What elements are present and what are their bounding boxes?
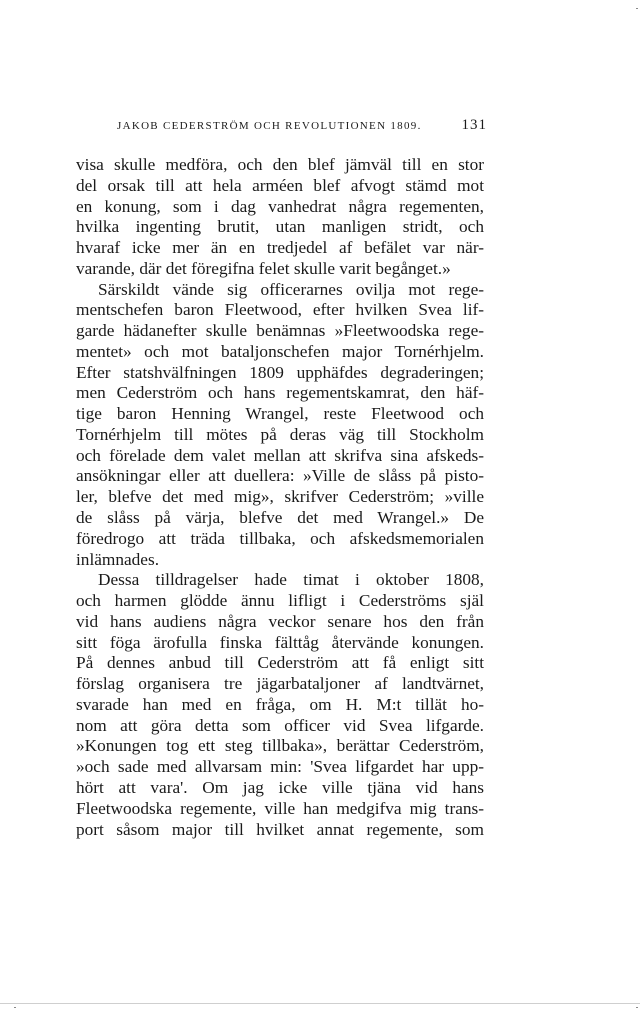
text-line: och harmen glödde ännu lifligt i Cederströms själ <box>76 591 484 611</box>
text-line: »Konungen tog ett steg tillbaka», berättar Cederström, <box>76 736 484 756</box>
scan-speck <box>636 1007 638 1008</box>
text-line: mentet» och mot bataljonschefen major Tornérhjelm. <box>76 341 484 361</box>
text-line: föredrogo att träda tillbaka, och afskedsmemorialen <box>76 528 484 548</box>
text-line: Fleetwoodska regemente, ville han medgifva mig trans- <box>76 798 484 818</box>
text-line: Dessa tilldragelser hade timat i oktober 1808, <box>98 570 484 590</box>
text-line: nom att göra detta som officer vid Svea lifgarde. <box>76 715 484 735</box>
text-line: förslag organisera tre jägarbataljoner af landtvärnet, <box>76 674 484 694</box>
text-line: hvilka ingenting brutit, utan manligen stridt, och <box>76 217 484 237</box>
scan-speck <box>14 1007 16 1008</box>
text-line: och förelade dem valet mellan att skrifva sina afskeds- <box>76 445 484 465</box>
text-line: sitt föga ärofulla finska fälttåg återvände konungen. <box>76 632 484 652</box>
text-line: men Cederström och hans regementskamrat, den häf- <box>76 383 484 403</box>
body-text <box>76 155 484 840</box>
scan-speck <box>636 8 638 9</box>
running-title: JAKOB CEDERSTRÖM OCH REVOLUTIONEN 1809. <box>117 120 422 132</box>
text-line: tige baron Henning Wrangel, reste Fleetwood och <box>76 404 484 424</box>
scan-bottom-edge <box>0 1003 640 1004</box>
text-line: inlämnades. <box>76 549 160 569</box>
text-line: visa skulle medföra, och den blef jämväl till en stor <box>76 155 484 174</box>
text-line: På dennes anbud till Cederström att få enligt sitt <box>76 653 484 673</box>
text-line: del orsak till att hela arméen blef afvogt stämd mot <box>76 175 484 195</box>
text-line: vid hans audiens några veckor senare hos den från <box>76 611 484 631</box>
text-line: hört att vara'. Om jag icke ville tjäna vid hans <box>76 777 484 797</box>
text-line: varande, där det föregifna felet skulle varit begånget.» <box>76 258 451 278</box>
text-line: Särskildt vände sig officerarnes ovilja mot rege- <box>98 279 484 299</box>
text-line: Tornérhjelm till mötes på deras väg till Stockholm <box>76 424 484 444</box>
text-line: de slåss på värja, blefve det med Wrangel.» De <box>76 508 484 528</box>
text-line: port såsom major till hvilket annat regemente, som <box>76 819 484 839</box>
text-line: ler, blefve det med mig», skrifver Cederström; »ville <box>76 487 484 507</box>
text-line: hvaraf icke mer än en tredjedel af befälet var när- <box>76 238 484 258</box>
text-line: en konung, som i dag vanhedrat några regementen, <box>76 196 484 216</box>
page-number: 131 <box>461 117 487 133</box>
running-header <box>117 118 487 133</box>
text-line: mentschefen baron Fleetwood, efter hvilken Svea lif- <box>76 300 484 320</box>
text-line: garde hädanefter skulle benämnas »Fleetwoodska rege- <box>76 321 484 341</box>
text-line: svarade han med en fråga, om H. M:t tillät ho- <box>76 694 484 714</box>
text-line: ansökningar eller att duellera: »Ville de slåss på pisto- <box>76 466 484 486</box>
text-line: Efter statshvälfningen 1809 upphäfdes degraderingen; <box>76 362 484 382</box>
text-line: »och sade med allvarsam min: 'Svea lifgardet har upp- <box>76 757 484 777</box>
